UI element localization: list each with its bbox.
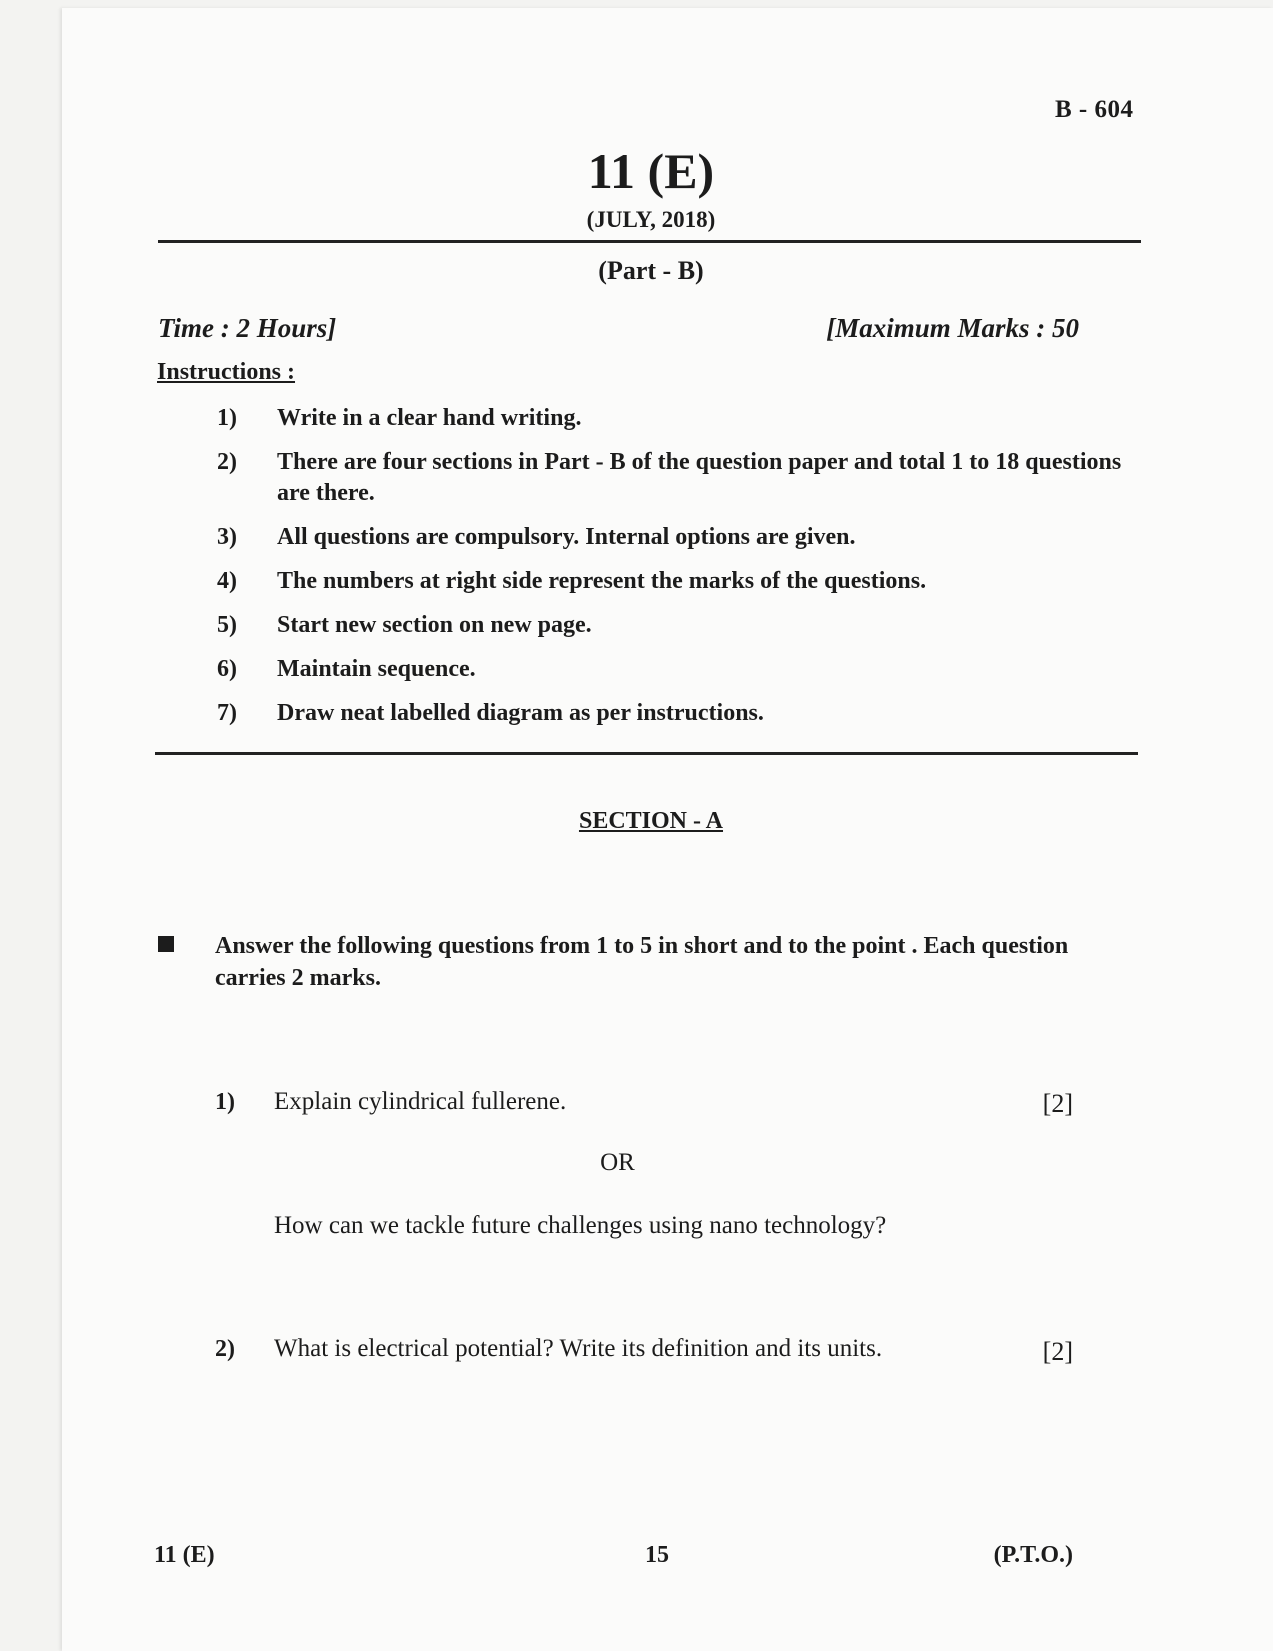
question-marks: [2] (1042, 1337, 1073, 1366)
instruction-number: 4) (217, 568, 237, 594)
instruction-number: 1) (217, 405, 237, 431)
instruction-item (217, 403, 1141, 434)
instruction-text: The numbers at right side represent the marks of the questions. (277, 568, 927, 594)
section-directive: Answer the following questions from 1 to 5 in short and to the point . Each question carries 2 marks. (215, 933, 1069, 991)
instruction-number: 7) (217, 700, 237, 726)
header-divider (158, 240, 1141, 243)
question-number: 2) (215, 1336, 235, 1362)
instruction-item (217, 522, 1141, 553)
instructions-heading: Instructions : (157, 359, 296, 385)
instruction-item (217, 698, 1141, 729)
instructions-list (217, 403, 1141, 742)
instruction-text: Draw neat labelled diagram as per instructions. (277, 700, 764, 726)
instruction-text: All questions are compulsory. Internal options are given. (277, 524, 856, 550)
exam-date: (JULY, 2018) (586, 207, 716, 232)
please-turn-over: (P.T.O.) (993, 1542, 1073, 1568)
instruction-item (217, 566, 1141, 597)
section-a-heading: SECTION - A (578, 808, 724, 834)
instruction-number: 6) (217, 656, 237, 682)
instruction-text: There are four sections in Part - B of the question paper and total 1 to 18 questions are there. (277, 449, 1122, 506)
page-number: 15 (645, 1542, 669, 1568)
instruction-number: 3) (217, 524, 237, 550)
instruction-number: 2) (217, 449, 237, 475)
instruction-item (217, 447, 1141, 509)
part-label: (Part - B) (598, 256, 704, 285)
instruction-number: 5) (217, 612, 237, 638)
question-text: What is electrical potential? Write its definition and its units. (274, 1335, 883, 1362)
or-separator: OR (600, 1149, 635, 1176)
question-alternative-text: How can we tackle future challenges using nano technology? (274, 1212, 887, 1239)
question-marks: [2] (1042, 1089, 1073, 1118)
question-text: Explain cylindrical fullerene. (274, 1088, 567, 1115)
footer-subject-code: 11 (E) (154, 1542, 215, 1568)
subject-code-title: 11 (E) (587, 143, 715, 199)
instructions-divider (155, 752, 1138, 755)
instruction-text: Start new section on new page. (277, 612, 592, 638)
instruction-text: Maintain sequence. (277, 656, 476, 682)
exam-page (62, 8, 1273, 1651)
square-bullet-icon (158, 936, 174, 952)
question-number: 1) (215, 1089, 235, 1115)
instruction-item (217, 610, 1141, 641)
time-allowed: Time : 2 Hours] (158, 313, 337, 343)
instruction-text: Write in a clear hand writing. (277, 405, 582, 431)
instruction-item (217, 654, 1141, 685)
paper-code: B - 604 (1055, 96, 1134, 123)
maximum-marks: [Maximum Marks : 50 (826, 313, 1079, 343)
